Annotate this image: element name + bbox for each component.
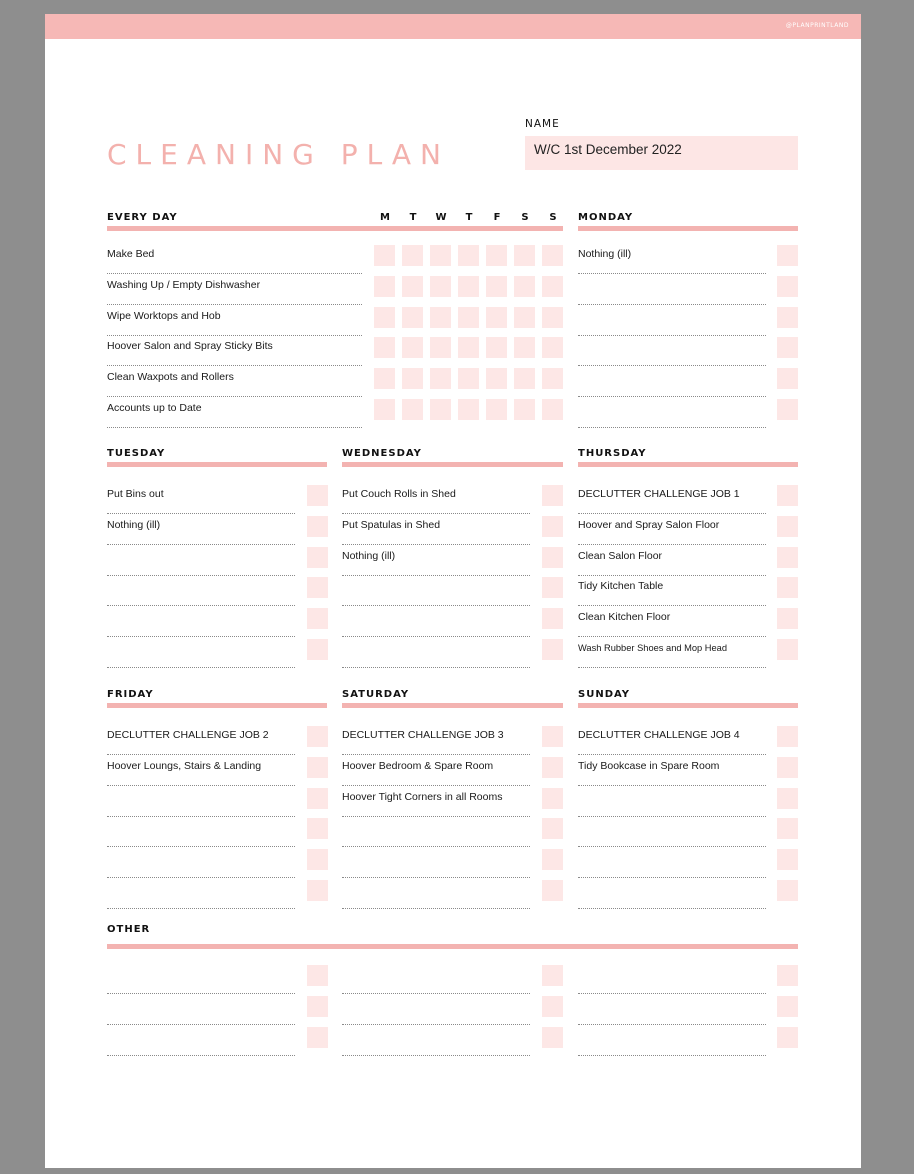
saturday-checkbox-4[interactable] [542, 818, 563, 839]
every-day-checkbox-2-2[interactable] [402, 276, 423, 297]
thursday-divider [578, 462, 798, 467]
every-day-checkbox-2-6[interactable] [514, 276, 535, 297]
other-divider [107, 944, 798, 949]
wednesday-task-2[interactable]: Put Spatulas in Shed [342, 514, 530, 545]
monday-task-2[interactable] [578, 274, 766, 305]
every-day-checkbox-6-3[interactable] [430, 399, 451, 420]
other-checkbox-2-1[interactable] [542, 965, 563, 986]
thursday-checkbox-6[interactable] [777, 639, 798, 660]
every-day-checkbox-5-5[interactable] [486, 368, 507, 389]
every-day-checkbox-5-1[interactable] [374, 368, 395, 389]
every-day-checkbox-4-1[interactable] [374, 337, 395, 358]
monday-checkbox-1[interactable] [777, 245, 798, 266]
sunday-checkbox-4[interactable] [777, 818, 798, 839]
every-day-checkbox-5-2[interactable] [402, 368, 423, 389]
every-day-checkbox-4-4[interactable] [458, 337, 479, 358]
thursday-task-1[interactable]: DECLUTTER CHALLENGE JOB 1 [578, 483, 766, 514]
wednesday-task-4[interactable] [342, 575, 530, 606]
saturday-task-4[interactable] [342, 816, 530, 847]
thursday-task-4[interactable]: Tidy Kitchen Table [578, 575, 766, 606]
sunday-checkbox-1[interactable] [777, 726, 798, 747]
monday-checkbox-3[interactable] [777, 307, 798, 328]
every-day-checkbox-3-4[interactable] [458, 307, 479, 328]
friday-task-5[interactable] [107, 847, 295, 878]
every-day-task-6[interactable]: Accounts up to Date [107, 397, 362, 428]
every-day-checkbox-6-7[interactable] [542, 399, 563, 420]
other-task-3-3[interactable] [578, 1025, 766, 1056]
tuesday-checkbox-4[interactable] [307, 577, 328, 598]
thursday-checkbox-2[interactable] [777, 516, 798, 537]
wednesday-task-6[interactable] [342, 637, 530, 668]
wednesday-task-5[interactable] [342, 606, 530, 637]
tuesday-checkbox-5[interactable] [307, 608, 328, 629]
thursday-task-2[interactable]: Hoover and Spray Salon Floor [578, 514, 766, 545]
thursday-checkbox-1[interactable] [777, 485, 798, 506]
every-day-divider [107, 226, 563, 231]
friday-task-3[interactable] [107, 786, 295, 817]
every-day-checkbox-1-2[interactable] [402, 245, 423, 266]
every-day-checkbox-1-1[interactable] [374, 245, 395, 266]
other-task-3-2[interactable] [578, 994, 766, 1025]
every-day-checkbox-1-6[interactable] [514, 245, 535, 266]
every-day-checkbox-3-5[interactable] [486, 307, 507, 328]
thursday-checkbox-5[interactable] [777, 608, 798, 629]
every-day-task-5[interactable]: Clean Waxpots and Rollers [107, 366, 362, 397]
sunday-checkbox-3[interactable] [777, 788, 798, 809]
every-day-checkbox-3-6[interactable] [514, 307, 535, 328]
sunday-task-2[interactable]: Tidy Bookcase in Spare Room [578, 755, 766, 786]
every-day-checkbox-4-2[interactable] [402, 337, 423, 358]
monday-task-6[interactable] [578, 397, 766, 428]
friday-checkbox-5[interactable] [307, 849, 328, 870]
page-title: CLEANING PLAN [107, 138, 450, 171]
every-day-checkbox-6-5[interactable] [486, 399, 507, 420]
every-day-checkbox-3-1[interactable] [374, 307, 395, 328]
other-checkbox-2-2[interactable] [542, 996, 563, 1017]
every-day-checkbox-4-5[interactable] [486, 337, 507, 358]
thursday-heading: THURSDAY [578, 448, 647, 459]
friday-checkbox-2[interactable] [307, 757, 328, 778]
other-checkbox-1-1[interactable] [307, 965, 328, 986]
saturday-checkbox-5[interactable] [542, 849, 563, 870]
monday-checkbox-2[interactable] [777, 276, 798, 297]
day-header-7: S [549, 212, 557, 223]
sunday-checkbox-5[interactable] [777, 849, 798, 870]
sunday-task-1[interactable]: DECLUTTER CHALLENGE JOB 4 [578, 724, 766, 755]
monday-task-1[interactable]: Nothing (ill) [578, 243, 766, 274]
tuesday-checkbox-6[interactable] [307, 639, 328, 660]
monday-checkbox-4[interactable] [777, 337, 798, 358]
wednesday-checkbox-5[interactable] [542, 608, 563, 629]
friday-checkbox-3[interactable] [307, 788, 328, 809]
other-task-1-1[interactable] [107, 963, 295, 994]
other-checkbox-3-2[interactable] [777, 996, 798, 1017]
saturday-task-3[interactable]: Hoover Tight Corners in all Rooms [342, 786, 530, 817]
every-day-checkbox-4-3[interactable] [430, 337, 451, 358]
saturday-checkbox-2[interactable] [542, 757, 563, 778]
friday-task-4[interactable] [107, 816, 295, 847]
sunday-task-3[interactable] [578, 786, 766, 817]
other-checkbox-3-1[interactable] [777, 965, 798, 986]
friday-checkbox-1[interactable] [307, 726, 328, 747]
other-checkbox-1-2[interactable] [307, 996, 328, 1017]
every-day-checkbox-5-3[interactable] [430, 368, 451, 389]
monday-checkbox-5[interactable] [777, 368, 798, 389]
monday-heading: MONDAY [578, 212, 634, 223]
friday-checkbox-6[interactable] [307, 880, 328, 901]
sunday-checkbox-6[interactable] [777, 880, 798, 901]
day-header-3: W [435, 212, 447, 223]
friday-checkbox-4[interactable] [307, 818, 328, 839]
every-day-checkbox-1-4[interactable] [458, 245, 479, 266]
tuesday-task-2[interactable]: Nothing (ill) [107, 514, 295, 545]
wednesday-checkbox-2[interactable] [542, 516, 563, 537]
other-task-1-3[interactable] [107, 1025, 295, 1056]
every-day-checkbox-3-7[interactable] [542, 307, 563, 328]
day-header-2: T [409, 212, 417, 223]
other-task-2-2[interactable] [342, 994, 530, 1025]
monday-task-4[interactable] [578, 335, 766, 366]
every-day-checkbox-4-6[interactable] [514, 337, 535, 358]
tuesday-task-5[interactable] [107, 606, 295, 637]
tuesday-task-6[interactable] [107, 637, 295, 668]
thursday-task-5[interactable]: Clean Kitchen Floor [578, 606, 766, 637]
saturday-task-1[interactable]: DECLUTTER CHALLENGE JOB 3 [342, 724, 530, 755]
monday-task-3[interactable] [578, 305, 766, 336]
other-task-1-2[interactable] [107, 994, 295, 1025]
every-day-task-2[interactable]: Washing Up / Empty Dishwasher [107, 274, 362, 305]
monday-checkbox-6[interactable] [777, 399, 798, 420]
every-day-checkbox-5-4[interactable] [458, 368, 479, 389]
every-day-checkbox-6-6[interactable] [514, 399, 535, 420]
sunday-divider [578, 703, 798, 708]
every-day-checkbox-5-7[interactable] [542, 368, 563, 389]
wednesday-heading: WEDNESDAY [342, 448, 422, 459]
every-day-checkbox-4-7[interactable] [542, 337, 563, 358]
day-header-4: T [465, 212, 473, 223]
brand-text: @PLANPRINTLAND [785, 22, 849, 29]
saturday-heading: SATURDAY [342, 689, 410, 700]
friday-heading: FRIDAY [107, 689, 154, 700]
every-day-checkbox-1-3[interactable] [430, 245, 451, 266]
every-day-checkbox-3-2[interactable] [402, 307, 423, 328]
saturday-checkbox-1[interactable] [542, 726, 563, 747]
every-day-checkbox-6-2[interactable] [402, 399, 423, 420]
wednesday-task-3[interactable]: Nothing (ill) [342, 545, 530, 576]
monday-task-5[interactable] [578, 366, 766, 397]
name-field[interactable]: W/C 1st December 2022 [525, 136, 798, 170]
every-day-checkbox-2-5[interactable] [486, 276, 507, 297]
thursday-task-3[interactable]: Clean Salon Floor [578, 545, 766, 576]
wednesday-checkbox-3[interactable] [542, 547, 563, 568]
other-task-2-3[interactable] [342, 1025, 530, 1056]
tuesday-checkbox-2[interactable] [307, 516, 328, 537]
saturday-task-6[interactable] [342, 878, 530, 909]
every-day-task-4[interactable]: Hoover Salon and Spray Sticky Bits [107, 335, 362, 366]
saturday-task-5[interactable] [342, 847, 530, 878]
friday-divider [107, 703, 327, 708]
saturday-task-2[interactable]: Hoover Bedroom & Spare Room [342, 755, 530, 786]
every-day-checkbox-6-1[interactable] [374, 399, 395, 420]
every-day-checkbox-2-7[interactable] [542, 276, 563, 297]
saturday-checkbox-6[interactable] [542, 880, 563, 901]
thursday-task-6[interactable]: Wash Rubber Shoes and Mop Head [578, 637, 766, 668]
every-day-checkbox-6-4[interactable] [458, 399, 479, 420]
header-bar [45, 14, 861, 39]
day-header-5: F [493, 212, 501, 223]
tuesday-task-1[interactable]: Put Bins out [107, 483, 295, 514]
other-task-2-1[interactable] [342, 963, 530, 994]
every-day-checkbox-2-1[interactable] [374, 276, 395, 297]
tuesday-task-3[interactable] [107, 545, 295, 576]
friday-task-6[interactable] [107, 878, 295, 909]
every-day-checkbox-1-7[interactable] [542, 245, 563, 266]
every-day-checkbox-5-6[interactable] [514, 368, 535, 389]
every-day-task-3[interactable]: Wipe Worktops and Hob [107, 305, 362, 336]
day-header-1: M [380, 212, 390, 223]
tuesday-checkbox-1[interactable] [307, 485, 328, 506]
friday-task-2[interactable]: Hoover Loungs, Stairs & Landing [107, 755, 295, 786]
other-checkbox-2-3[interactable] [542, 1027, 563, 1048]
day-header-6: S [521, 212, 529, 223]
tuesday-task-4[interactable] [107, 575, 295, 606]
planner-page [45, 14, 861, 1168]
wednesday-checkbox-1[interactable] [542, 485, 563, 506]
every-day-heading: EVERY DAY [107, 212, 178, 223]
every-day-checkbox-1-5[interactable] [486, 245, 507, 266]
other-checkbox-3-3[interactable] [777, 1027, 798, 1048]
every-day-task-1[interactable]: Make Bed [107, 243, 362, 274]
saturday-checkbox-3[interactable] [542, 788, 563, 809]
wednesday-checkbox-4[interactable] [542, 577, 563, 598]
every-day-checkbox-3-3[interactable] [430, 307, 451, 328]
name-label: NAME [525, 118, 560, 130]
sunday-task-5[interactable] [578, 847, 766, 878]
sunday-task-4[interactable] [578, 816, 766, 847]
monday-divider [578, 226, 798, 231]
friday-task-1[interactable]: DECLUTTER CHALLENGE JOB 2 [107, 724, 295, 755]
sunday-task-6[interactable] [578, 878, 766, 909]
saturday-divider [342, 703, 563, 708]
tuesday-heading: TUESDAY [107, 448, 166, 459]
tuesday-divider [107, 462, 327, 467]
every-day-checkbox-2-4[interactable] [458, 276, 479, 297]
sunday-heading: SUNDAY [578, 689, 631, 700]
other-heading: OTHER [107, 924, 151, 935]
other-checkbox-1-3[interactable] [307, 1027, 328, 1048]
thursday-checkbox-4[interactable] [777, 577, 798, 598]
thursday-checkbox-3[interactable] [777, 547, 798, 568]
wednesday-divider [342, 462, 563, 467]
tuesday-checkbox-3[interactable] [307, 547, 328, 568]
other-task-3-1[interactable] [578, 963, 766, 994]
wednesday-checkbox-6[interactable] [542, 639, 563, 660]
wednesday-task-1[interactable]: Put Couch Rolls in Shed [342, 483, 530, 514]
every-day-checkbox-2-3[interactable] [430, 276, 451, 297]
sunday-checkbox-2[interactable] [777, 757, 798, 778]
